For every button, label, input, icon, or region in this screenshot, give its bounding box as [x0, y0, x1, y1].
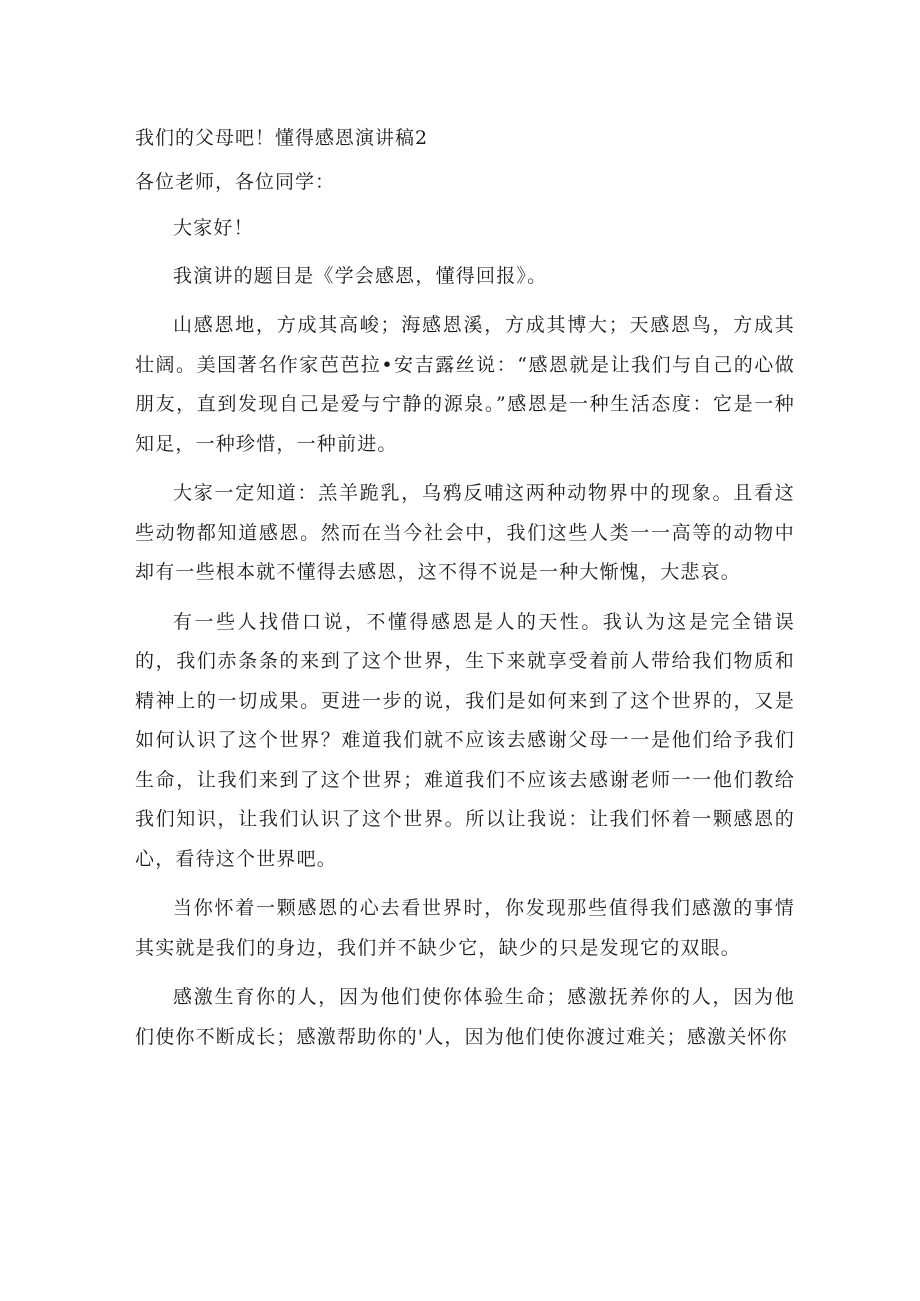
- paragraph-see-world: 当你怀着一颗感恩的心去看世界时，你发现那些值得我们感激的事情其实就是我们的身边，我们并不缺少它，缺少的只是发现它的双眼。: [135, 897, 795, 959]
- salutation: 各位老师，各位同学：: [135, 171, 336, 193]
- paragraph-excuses: 有一些人找借口说，不懂得感恩是人的天性。我认为这是完全错误的，我们赤条条的来到了这个世界，生下来就享受着前人带给我们物质和精神上的一切成果。更进一步的说，我们是如何来到了这个世界的，又是如何认识了这个世界？难道我们就不应该去感谢父母一一是他们给予我们生命，让我们来到了这个世界；难道我们不应该去感谢老师一一他们教给我们知识，让我们认识了这个世界。所以让我说：让我们怀着一颗感恩的心，看待这个世界吧。: [135, 610, 795, 870]
- paragraph-animals: 大家一定知道：羔羊跪乳，乌鸦反哺这两种动物界中的现象。且看这些动物都知道感恩。然而在当今社会中，我们这些人类一一高等的动物中却有一些根本就不懂得去感恩，这不得不说是一种大惭愧，大悲哀。: [135, 482, 795, 583]
- paragraph-topic: 我演讲的题目是《学会感恩，懂得回报》。: [173, 265, 548, 287]
- document-page: [135, 120, 795, 1067]
- paragraph-gratitude-intro: 山感恩地，方成其高峻；海感恩溪，方成其博大；天感恩鸟，方成其壮阔。美国著名作家芭芭拉•安吉露丝说：“感恩就是让我们与自己的心做朋友，直到发现自己是爱与宁静的源泉。”感恩是一种生活态度：它是一种知足，一种珍惜，一种前进。: [135, 314, 795, 455]
- paragraph-greeting: 大家好！: [173, 217, 254, 239]
- paragraph-thanks-list: 感激生育你的人，因为他们使你体验生命；感激抚养你的人，因为他们使你不断成长；感激帮助你的'人，因为他们使你渡过难关；感激关怀你: [135, 986, 795, 1048]
- document-title: 我们的父母吧！懂得感恩演讲稿2: [135, 127, 429, 149]
